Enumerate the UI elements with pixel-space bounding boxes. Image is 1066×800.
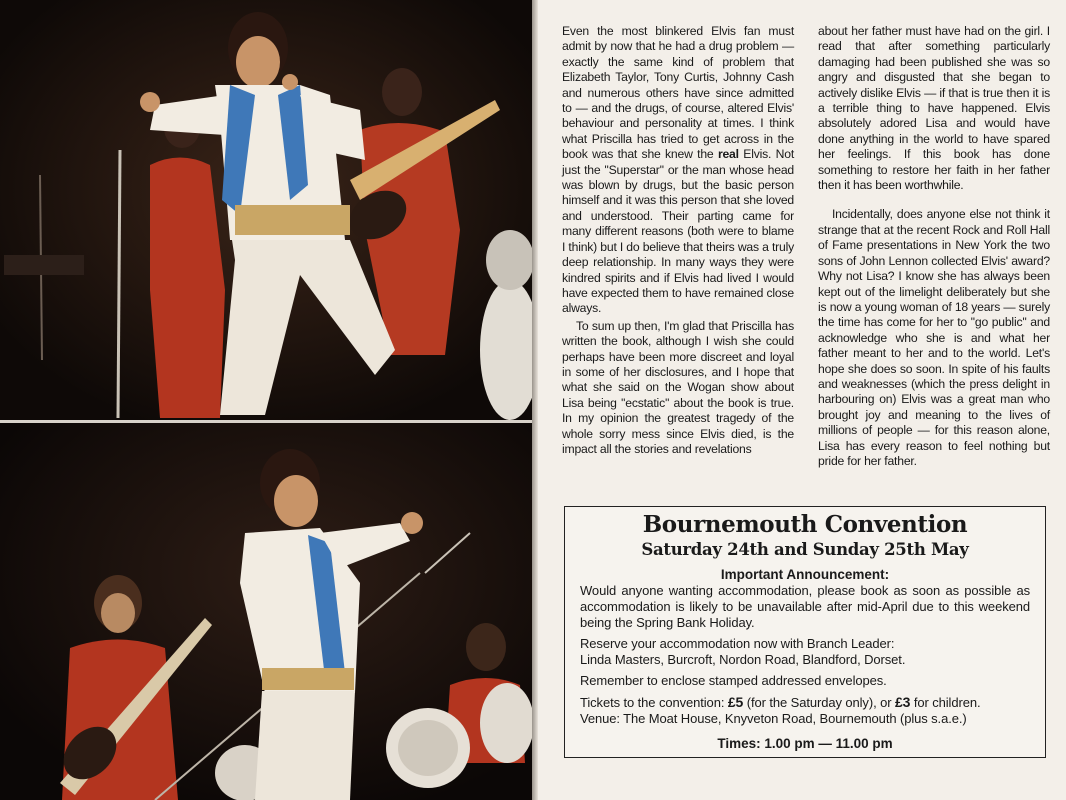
venue-text: Venue: The Moat House, Knyveton Road, Bournemouth (plus s.a.e.) bbox=[580, 711, 967, 726]
announcement-text: Would anyone wanting accommodation, please book as soon as possible as accommodation is likely to be unavailable after mid-April due to this weekend being the Spring Bank Holiday. bbox=[580, 583, 1030, 630]
photo-page bbox=[0, 0, 532, 800]
reserve-text: Reserve your accommodation now with Branch Leader: bbox=[580, 636, 895, 651]
text-page bbox=[538, 0, 1066, 800]
article-paragraph: Even the most blinkered Elvis fan must admit by now that he had a drug problem — exactly the same kind of problem that Elizabeth Taylor, Tony Curtis, Johnny Cash and numerous others have since admitted to — and the drugs, of course, altered Elvis' behaviour and personality at times. I think what Priscilla has tried to get across in the book was that she knew the real Elvis. Not just the ''Superstar'' or the man whose head was blown by drugs, but the basic person himself and it was this person that she loved and understood. Their parting came for many different reasons (both were to blame I think) but I do believe that theirs was a truly deep relationship. In many ways they were kindred spirits and if Elvis had lived I would have expected them to have remained close always. bbox=[562, 24, 795, 316]
concert-photo-top bbox=[0, 0, 532, 420]
convention-title: Bournemouth Convention bbox=[642, 511, 968, 538]
article-paragraph: Incidentally, does anyone else not think it strange that at the recent Rock and Roll Hall of Fame presentations in New York the two sons of John Lennon collected Elvis' award? Why not Lisa? I know she has always been kept out of the limelight deliberately but she is now a young woman of 18 years — surely the time has come for her to ''go public'' and acknowledge who she is and what her father meant to her and to the world. Let's hope she does so soon. In spite of his faults and weaknesses (which the press delight in harbouring on) Elvis was a great man who brought joy and meaning to the lives of millions of people — for this reason alone, Lisa has every reason to feel nothing but pride for her father. bbox=[818, 207, 1050, 468]
ticket-prices: Tickets to the convention: £5 (for the Saturday only), or £3 for children. bbox=[580, 694, 981, 710]
article-body bbox=[562, 24, 1050, 500]
article-column-2 bbox=[818, 24, 1050, 500]
article-paragraph: To sum up then, I'm glad that Priscilla has written the book, although I wish she could perhaps have been more discreet and loyal in some of her disclosures, and I hope that what she said on the Wogan show about Lisa being ''ecstatic'' about the book is true. In my opinion the greatest tragedy of the whole sorry mess since Elvis died, is the impact all the stories and revelations bbox=[562, 318, 794, 456]
convention-announcement-box bbox=[564, 506, 1046, 758]
article-column-1 bbox=[562, 24, 794, 500]
contact-address: Linda Masters, Burcroft, Nordon Road, Blandford, Dorset. bbox=[580, 652, 906, 667]
emphasis-word: real bbox=[717, 147, 739, 162]
article-paragraph: about her father must have had on the girl. I read that after something particularly damaging had been published she was so angry and disgusted that she began to actively dislike Elvis — if that is true then it is a terrible thing to have happened. Elvis absolutely adored Lisa and would have done anything in the world to have spared her feelings. If this book has done something to restore her faith in her father then it has been worthwhile. bbox=[818, 24, 1050, 193]
event-times: Times: 1.00 pm — 11.00 pm bbox=[717, 736, 893, 751]
convention-dates: Saturday 24th and Sunday 25th May bbox=[641, 540, 969, 559]
reminder-text: Remember to enclose stamped addressed envelopes. bbox=[580, 673, 887, 688]
price-full: £5 bbox=[727, 694, 744, 710]
announcement-heading: Important Announcement: bbox=[720, 567, 890, 582]
concert-photo-bottom bbox=[0, 423, 532, 800]
price-child: £3 bbox=[894, 694, 911, 710]
